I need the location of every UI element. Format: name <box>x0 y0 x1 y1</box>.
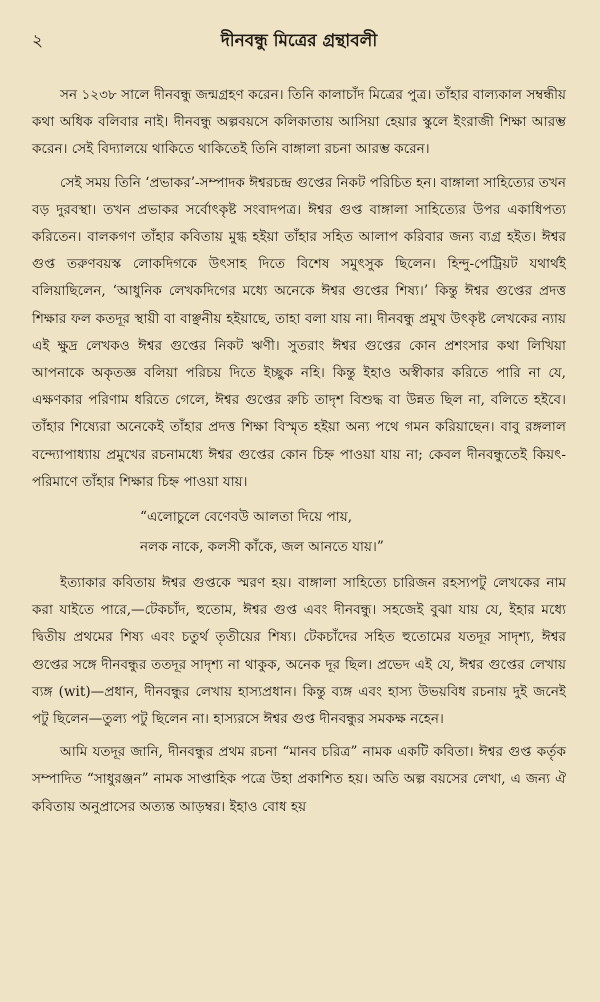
verse-line-2: নলক নাকে, কলসী কাঁকে, জল আনতে যায়।” <box>140 539 384 556</box>
running-title: দীনবন্ধু মিত্রের গ্রন্থাবলী <box>220 31 378 51</box>
paragraph-3: ইত্যাকার কবিতায় ঈশ্বর গুপ্তকে স্মরণ হয়। বাঙ্গালা সাহিত্যে চারিজন রহস্যপটু লেখকের নাম করা যাইতে পারে,—টেকচাঁদ, হুতোম, ঈশ্বর গুপ্ত এবং দীনবন্ধু। সহজেই বুঝা যায় যে, ইহার মধ্যে দ্বিতীয় প্রথমের শিষ্য এবং চতুর্থ তৃতীয়ের শিষ্য। টেকচাঁদের সহিত হুতোমের যতদূর সাদৃশ্য, ঈশ্বর গুপ্তের সঙ্গে দীনবন্ধুর ততদূর সাদৃশ্য না থাকুক, অনেক দূর ছিল। প্রভেদ এই যে, ঈশ্বর গুপ্তের লেখায় ব্যঙ্গ (wit)—প্রধান, দীনবন্ধুর লেখায় হাস্যপ্রধান। কিন্তু ব্যঙ্গ এবং হাস্য উভয়বিধ রচনায় দুই জনেই পটু ছিলেন—তুল্য পটু ছিলেন না। হাস্যরসে ঈশ্বর গুপ্ত দীনবন্ধুর সমকক্ষ নহেন। <box>32 575 566 728</box>
paragraph-4: আমি যতদূর জানি, দীনবন্ধুর প্রথম রচনা “মানব চরিত্র” নামক একটি কবিতা। ঈশ্বর গুপ্ত কর্তৃক সম্পাদিত “সাধুরঞ্জন” নামক সাপ্তাহিক পত্রে উহা প্রকাশিত হয়। অতি অল্প বয়সের লেখা, এ জন্য ঐ কবিতায় অনুপ্রাসের অত্যন্ত আড়ম্বর। ইহাও বোধ হয় <box>32 744 566 815</box>
paragraph-1: সন ১২৩৮ সালে দীনবন্ধু জন্মগ্রহণ করেন। তিনি কালাচাঁদ মিত্রের পুত্র। তাঁহার বাল্যকাল সম্বন্ধীয় কথা অধিক বলিবার নাই। দীনবন্ধু অল্পবয়সে কলিকাতায় আসিয়া হেয়ার স্কুলে ইংরাজী শিক্ষা আরম্ভ করেন। সেই বিদ্যালয়ে থাকিতে থাকিতেই তিনি বাঙ্গালা রচনা আরম্ভ করেন। <box>32 87 566 158</box>
verse-line-1: “এলোচুলে বেণেবউ আলতা দিয়ে পায়, <box>140 509 353 526</box>
verse-quote <box>140 502 566 562</box>
page-number: ২ <box>32 31 44 51</box>
page-header <box>32 28 566 54</box>
page-body <box>32 82 566 821</box>
paragraph-2: সেই সময় তিনি ‘প্রভাকর’-সম্পাদক ঈশ্বরচন্দ্র গুপ্তের নিকট পরিচিত হন। বাঙ্গালা সাহিত্যের তখন বড় দুরবস্থা। তখন প্রভাকর সর্বোৎকৃষ্ট সংবাদপত্র। ঈশ্বর গুপ্ত বাঙ্গালা সাহিত্যের উপর একাধিপত্য করিতেন। বালকগণ তাঁহার কবিতায় মুগ্ধ হইয়া তাঁহার সহিত আলাপ করিবার জন্য ব্যগ্র হইত। ঈশ্বর গুপ্ত তরুণবয়স্ক লোকদিগকে উৎসাহ দিতে বিশেষ সমুৎসুক ছিলেন। হিন্দু-পেট্রিয়ট যথার্থই বলিয়াছিলেন, ‘আধুনিক লেখকদিগের মধ্যে অনেকে ঈশ্বর গুপ্তের শিষ্য।’ কিন্তু ঈশ্বর গুপ্তের প্রদত্ত শিক্ষার ফল কতদূর স্থায়ী বা বাঞ্ছনীয় হইয়াছে, তাহা বলা যায় না। দীনবন্ধু প্রমুখ উৎকৃষ্ট লেখকের ন্যায় এই ক্ষুদ্র লেখকও ঈশ্বর গুপ্তের নিকট ঋণী। সুতরাং ঈশ্বর গুপ্তের কোন প্রশংসার কথা লিখিয়া আপনাকে অকৃতজ্ঞ বলিয়া পরিচয় দিতে ইচ্ছুক নহি। কিন্তু ইহাও অস্বীকার করিতে পারি না যে, এক্ষণকার পরিণাম ধরিতে গেলে, ঈশ্বর গুপ্তের রুচি তাদৃশ বিশুদ্ধ বা উন্নত ছিল না, বলিতে হইবে। তাঁহার শিষ্যেরা অনেকেই তাঁহার প্রদত্ত শিক্ষা বিস্মৃত হইয়া অন্য পথে গমন করিয়াছেন। বাবু রঙ্গলাল বন্দ্যোপাধ্যায় প্রমুখের রচনামধ্যে ঈশ্বর গুপ্তের কোন চিহ্ন পাওয়া যায় না; কেবল দীনবন্ধুতেই কিয়ৎ-পরিমাণে তাঁহার শিক্ষার চিহ্ন পাওয়া যায়। <box>32 174 566 490</box>
